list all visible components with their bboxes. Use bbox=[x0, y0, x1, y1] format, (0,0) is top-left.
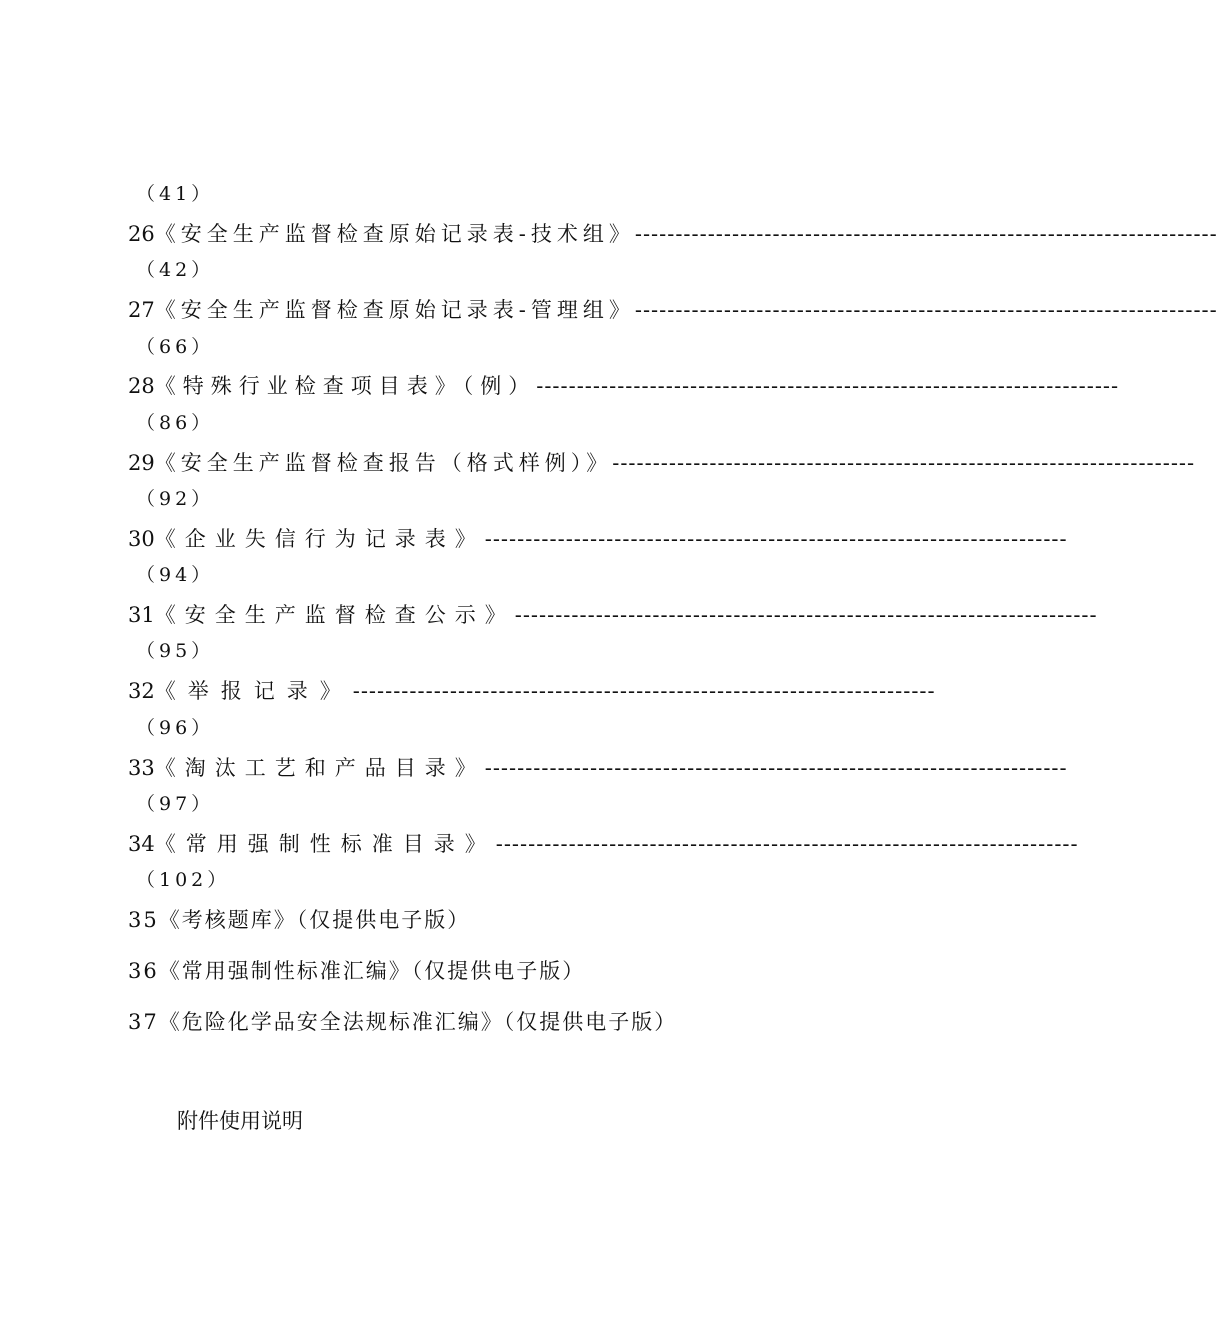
toc-extra-item: 37《危险化学品安全法规标准汇编》（仅提供电子版） bbox=[128, 1010, 678, 1034]
toc-leader: ------------------------------------------------------------------------ bbox=[495, 832, 1079, 856]
toc-entry-title: 《安全生产监督检查原始记录表-技术组》 bbox=[154, 222, 635, 246]
toc-page-number: （42） bbox=[136, 259, 215, 281]
toc-leader: ------------------------------------------------------------------------ bbox=[612, 451, 1196, 475]
toc-entry bbox=[128, 752, 1068, 784]
toc-leader: ------------------------------------------------------------------------ bbox=[484, 527, 1068, 551]
toc-entry-number: 32 bbox=[128, 679, 155, 703]
toc-entry bbox=[128, 828, 1079, 860]
toc-extra-item: 36《常用强制性标准汇编》（仅提供电子版） bbox=[128, 959, 586, 983]
toc-entry-number: 29 bbox=[128, 451, 155, 475]
toc-leader: ------------------------------------------------------------------------ bbox=[484, 756, 1068, 780]
toc-page-number: （96） bbox=[136, 717, 215, 739]
toc-entry bbox=[128, 523, 1068, 555]
toc-page-number: （86） bbox=[136, 412, 215, 434]
section-heading: 附件使用说明 bbox=[177, 1109, 303, 1133]
toc-entry bbox=[128, 675, 936, 707]
toc-leader: ------------------------------------------------------------------------ bbox=[634, 298, 1218, 322]
toc-page-number: （102） bbox=[136, 869, 231, 891]
toc-entry-title: 《特殊行业检查项目表》（例） bbox=[154, 374, 537, 398]
toc-entry-number: 27 bbox=[128, 298, 155, 322]
toc-entry-number: 28 bbox=[128, 374, 155, 398]
toc-entry-title: 《淘汰工艺和产品目录》 bbox=[154, 756, 485, 780]
toc-page-number: （92） bbox=[136, 488, 215, 510]
toc-page-number: （95） bbox=[136, 640, 215, 662]
toc-entry-title: 《企业失信行为记录表》 bbox=[154, 527, 485, 551]
toc-entry-number: 31 bbox=[128, 603, 155, 627]
toc-page-number: （66） bbox=[136, 336, 215, 358]
toc-entry-title: 《安全生产监督检查原始记录表-管理组》 bbox=[154, 298, 635, 322]
toc-entry-number: 33 bbox=[128, 756, 155, 780]
toc-page-number: （41） bbox=[136, 183, 215, 205]
toc-entry-number: 34 bbox=[128, 832, 155, 856]
toc-entry bbox=[128, 599, 1098, 631]
toc-entry bbox=[128, 294, 1218, 326]
toc-leader: ------------------------------------------------------------------------ bbox=[352, 679, 936, 703]
toc-entry-number: 30 bbox=[128, 527, 155, 551]
toc-entry bbox=[128, 218, 1218, 250]
toc-entry-number: 26 bbox=[128, 222, 155, 246]
toc-extra-item: 35《考核题库》（仅提供电子版） bbox=[128, 908, 471, 932]
toc-leader: ------------------------------------------------------------------------ bbox=[536, 374, 1120, 398]
toc-entry-title: 《举报记录》 bbox=[154, 679, 353, 703]
toc-entry-title: 《安全生产监督检查公示》 bbox=[154, 603, 515, 627]
toc-entry-title: 《安全生产监督检查报告（格式样例）》 bbox=[154, 451, 613, 475]
toc-leader: ------------------------------------------------------------------------ bbox=[634, 222, 1218, 246]
toc-entry bbox=[128, 447, 1196, 479]
toc-leader: ------------------------------------------------------------------------ bbox=[514, 603, 1098, 627]
toc-page-number: （97） bbox=[136, 793, 215, 815]
toc-page-number: （94） bbox=[136, 564, 215, 586]
toc-entry bbox=[128, 370, 1120, 402]
toc-entry-title: 《常用强制性标准目录》 bbox=[154, 832, 496, 856]
